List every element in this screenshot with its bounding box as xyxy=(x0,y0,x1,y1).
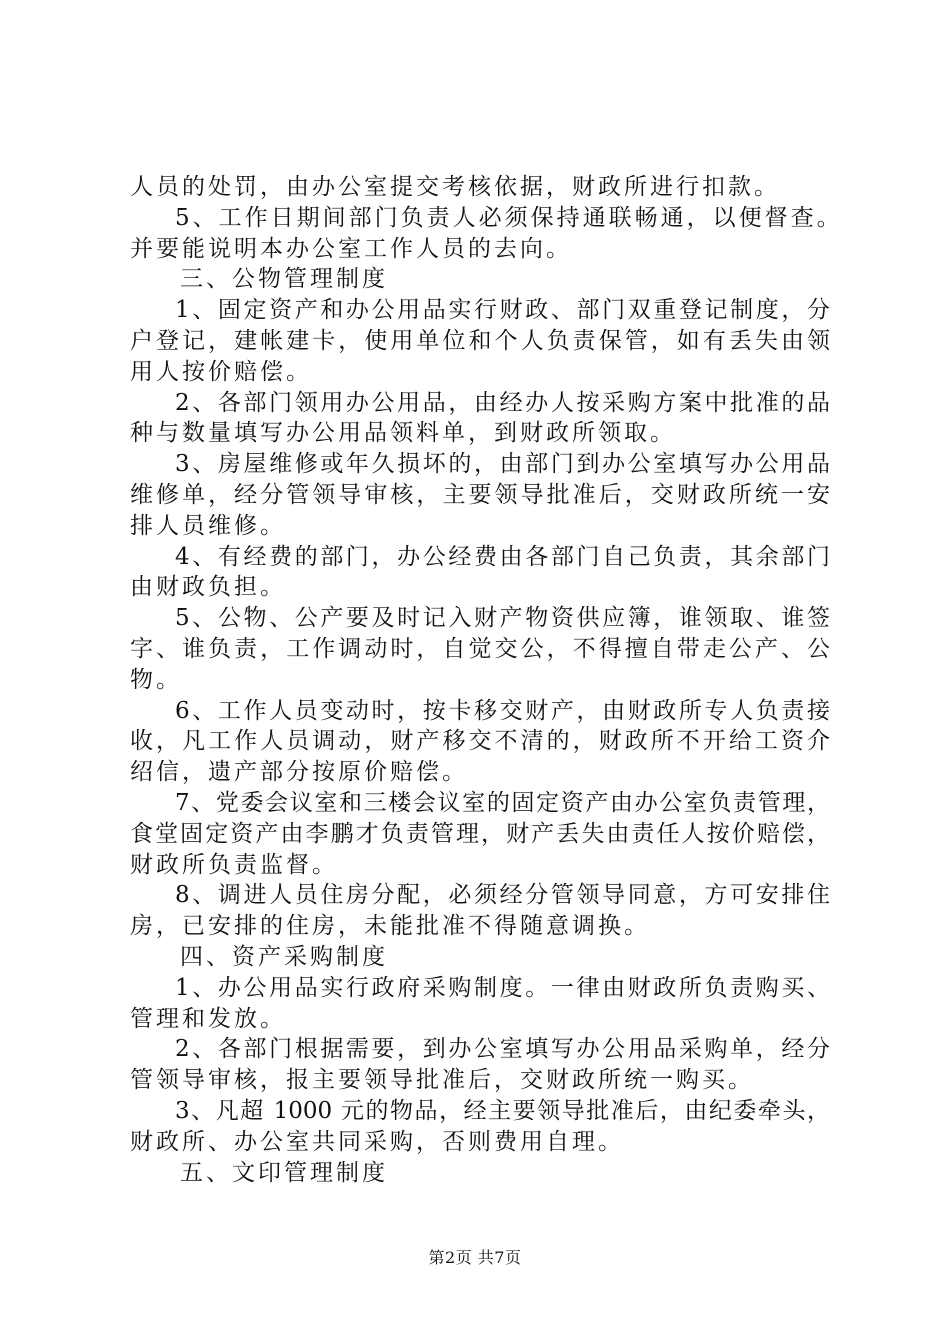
text-line: 维修单，经分管领导审核，主要领导批准后，交财政所统一安 xyxy=(130,481,830,508)
text-line: 四、资产采购制度 xyxy=(180,943,388,970)
page-footer: 第2页 共7页 xyxy=(428,1248,522,1267)
text-line: 绍信，遗产部分按原价赔偿。 xyxy=(130,759,468,786)
document-body xyxy=(130,172,843,1188)
text-line: 5、工作日期间部门负责人必须保持通联畅通，以便督查。 xyxy=(175,204,843,231)
text-line: 人员的处罚，由办公室提交考核依据，财政所进行扣款。 xyxy=(130,174,780,200)
text-line: 4、有经费的部门，办公经费由各部门自己负责，其余部门 xyxy=(175,543,830,570)
text-line: 房，已安排的住房，未能批准不得随意调换。 xyxy=(130,913,650,940)
text-line: 2、各部门领用办公用品，由经办人按采购方案中批准的品 xyxy=(175,389,830,416)
text-line: 7、党委会议室和三楼会议室的固定资产由办公室负责管理， xyxy=(175,789,830,816)
text-line: 1、办公用品实行政府采购制度。一律由财政所负责购买、 xyxy=(175,974,830,1001)
text-line: 字、谁负责，工作调动时，自觉交公，不得擅自带走公产、公 xyxy=(130,635,830,662)
text-line: 3、房屋维修或年久损坏的，由部门到办公室填写办公用品 xyxy=(175,451,830,478)
text-line: 并要能说明本办公室工作人员的去向。 xyxy=(130,235,572,262)
text-line: 管领导审核，报主要领导批准后，交财政所统一购买。 xyxy=(130,1067,754,1094)
text-line: 由财政负担。 xyxy=(130,574,286,601)
text-line: 户登记，建帐建卡，使用单位和个人负责保管，如有丢失由领 xyxy=(130,327,830,354)
text-line: 五、文印管理制度 xyxy=(180,1159,388,1186)
text-line: 用人按价赔偿。 xyxy=(130,358,312,385)
text-line: 种与数量填写办公用品领料单，到财政所领取。 xyxy=(130,420,676,447)
text-line: 财政所、办公室共同采购，否则费用自理。 xyxy=(130,1128,624,1155)
text-line: 6、工作人员变动时，按卡移交财产，由财政所专人负责接 xyxy=(175,697,830,724)
text-line: 财政所负责监督。 xyxy=(130,851,338,878)
text-line: 三、公物管理制度 xyxy=(180,266,388,293)
text-line: 5、公物、公产要及时记入财产物资供应簿，谁领取、谁签 xyxy=(175,605,830,632)
text-line: 1、固定资产和办公用品实行财政、部门双重登记制度，分 xyxy=(175,297,830,324)
text-line: 8、调进人员住房分配，必须经分管领导同意，方可安排住 xyxy=(175,882,830,909)
text-line: 2、各部门根据需要，到办公室填写办公用品采购单，经分 xyxy=(175,1036,830,1063)
text-line: 排人员维修。 xyxy=(130,512,286,539)
text-line: 食堂固定资产由李鹏才负责管理，财产丢失由责任人按价赔偿， xyxy=(130,820,830,847)
text-line: 收，凡工作人员调动，财产移交不清的，财政所不开给工资介 xyxy=(130,728,830,755)
text-line: 管理和发放。 xyxy=(130,1005,286,1032)
text-line: 3、凡超 1000 元的物品，经主要领导批准后，由纪委牵头， xyxy=(175,1097,830,1124)
text-line: 物。 xyxy=(130,666,182,693)
